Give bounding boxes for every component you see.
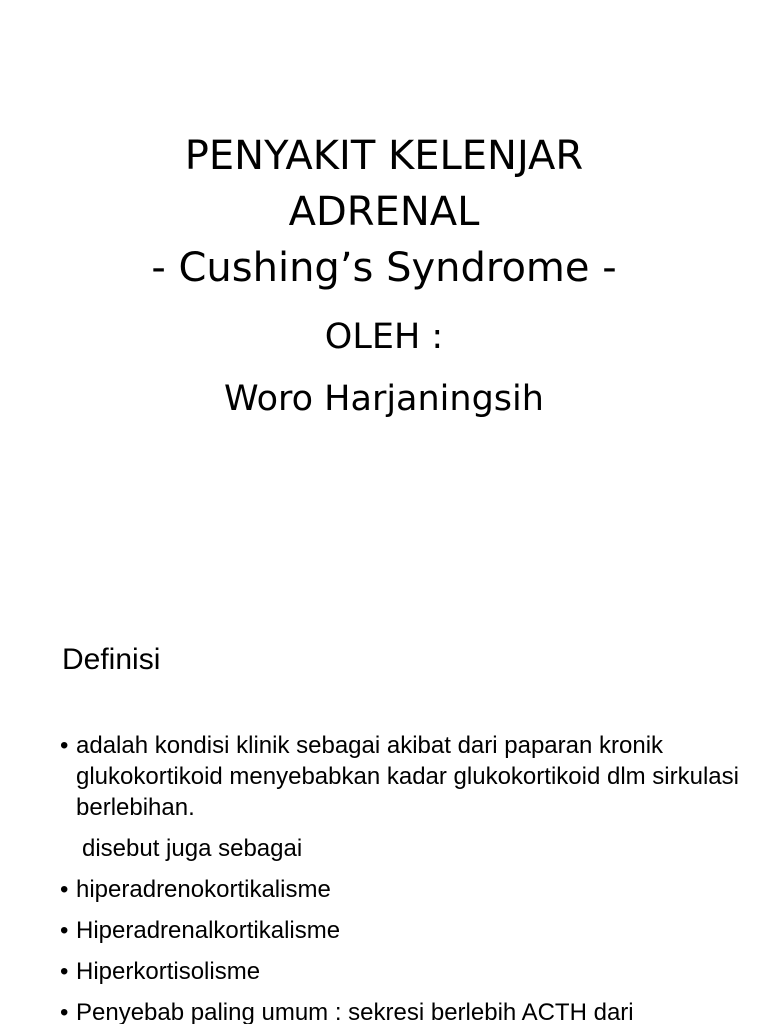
title-line-3: - Cushing’s Syndrome - <box>151 245 617 291</box>
title-line-1: PENYAKIT KELENJAR <box>184 133 584 179</box>
title-line-2: ADRENAL <box>288 189 480 235</box>
section-heading: Definisi <box>62 643 161 676</box>
author-name: Woro Harjaningsih <box>224 379 544 419</box>
author-block <box>40 306 728 430</box>
author-label: OLEH : <box>324 317 444 357</box>
list-item: disebut juga sebagai <box>82 835 303 862</box>
list-item: • Penyebab paling umum : sekresi berlebih ACTH dari <box>60 997 760 1024</box>
list-item: • Hiperadrenalkortikalisme <box>60 915 760 946</box>
list-item: • adalah kondisi klinik sebagai akibat dari paparan kronik glukokortikoid menyebabkan kadar glukokortikoid dlm sirkulasi berlebihan. <box>60 730 760 823</box>
list-item: • hiperadrenokortikalisme <box>60 874 760 905</box>
slide-title <box>40 128 728 296</box>
definition-list <box>60 730 760 1024</box>
list-item: • Hiperkortisolisme <box>60 956 760 987</box>
